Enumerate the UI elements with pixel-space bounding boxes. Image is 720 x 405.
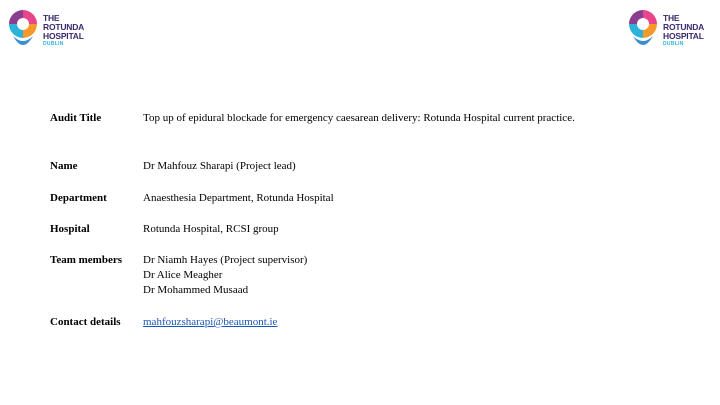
logo-line-3: HOSPITAL — [43, 31, 84, 41]
logo-line-1: THE — [43, 13, 60, 23]
contact-label: Contact details — [50, 316, 121, 328]
department-value: Anaesthesia Department, Rotunda Hospital — [143, 192, 334, 204]
logo-line-4: DUBLIN — [663, 41, 684, 47]
logo-line-2: ROTUNDA — [43, 22, 85, 32]
team-members-label: Team members — [50, 254, 122, 266]
contact-email-link[interactable]: mahfouzsharapi@beaumont.ie — [143, 316, 278, 328]
rotunda-emblem-icon — [625, 6, 661, 56]
hospital-label: Hospital — [50, 223, 90, 235]
audit-title-label: Audit Title — [50, 112, 102, 124]
hospital-value: Rotunda Hospital, RCSI group — [143, 223, 279, 235]
logo-line-2: ROTUNDA — [663, 22, 705, 32]
department-label: Department — [50, 192, 107, 204]
logo-line-1: THE — [663, 13, 680, 23]
rotunda-emblem-icon — [5, 6, 41, 56]
contact-value — [143, 315, 277, 330]
rotunda-logo-right — [625, 6, 704, 56]
name-label: Name — [50, 160, 78, 172]
rotunda-logo-left — [5, 6, 84, 56]
team-member-1: Dr Niamh Hayes (Project supervisor) — [143, 254, 308, 266]
team-member-2: Dr Alice Meagher — [143, 269, 223, 281]
name-value: Dr Mahfouz Sharapi (Project lead) — [143, 160, 296, 172]
logo-line-3: HOSPITAL — [663, 31, 704, 41]
team-member-3: Dr Mohammed Musaad — [143, 284, 249, 296]
audit-title-value: Top up of epidural blockade for emergency caesarean delivery: Rotunda Hospital current practice. — [143, 112, 575, 124]
logo-line-4: DUBLIN — [43, 41, 64, 47]
